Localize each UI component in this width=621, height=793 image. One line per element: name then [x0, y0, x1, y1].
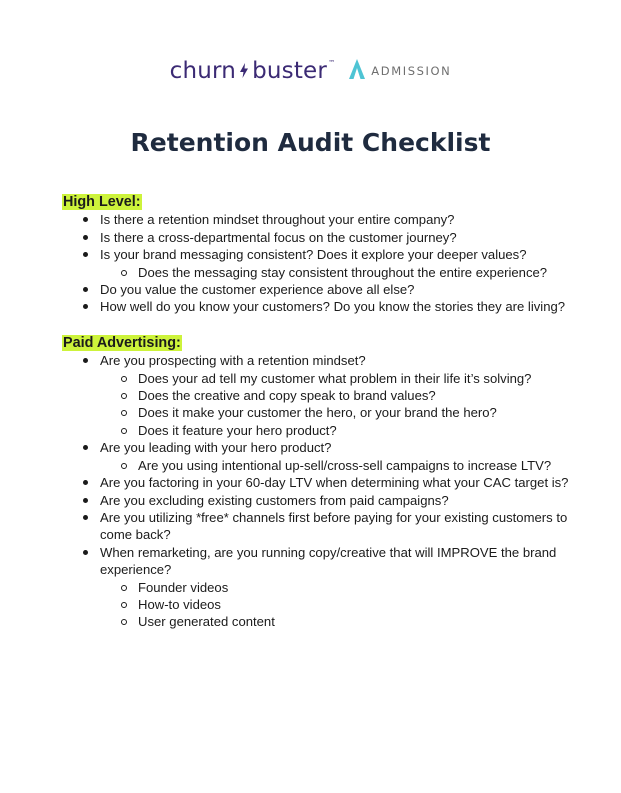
- list-item: Are you leading with your hero product? Are you using intentional up-sell/cross-sell campaigns to increase LTV?: [62, 439, 582, 474]
- churn-buster-logo: [170, 58, 336, 84]
- list-item: When remarketing, are you running copy/creative that will IMPROVE the brand experience? Founder videos How-to videos User generated content: [62, 544, 582, 631]
- high-level-list: [62, 211, 582, 315]
- sub-list-item: How-to videos: [62, 596, 582, 613]
- sub-list-item: Founder videos: [62, 579, 582, 596]
- brand-right: buster: [252, 58, 328, 84]
- logo-header: [0, 58, 621, 84]
- list-item: How well do you know your customers? Do you know the stories they are living?: [62, 298, 582, 315]
- list-item: Do you value the customer experience above all else?: [62, 281, 582, 298]
- checklist-content: [62, 193, 582, 631]
- list-item: Is there a cross-departmental focus on the customer journey?: [62, 229, 582, 246]
- sub-list: [100, 264, 582, 281]
- section-heading-paid-advertising: Paid Advertising:: [63, 334, 181, 351]
- sub-list-item: Does it feature your hero product?: [62, 422, 582, 439]
- sub-list-item: Does your ad tell my customer what problem in their life it’s solving?: [62, 370, 582, 387]
- page-title: Retention Audit Checklist: [130, 128, 491, 157]
- sub-list-item: Does the messaging stay consistent throughout the entire experience?: [62, 264, 582, 281]
- list-item: Are you factoring in your 60-day LTV when determining what your CAC target is?: [62, 474, 582, 491]
- sub-list-item: User generated content: [62, 613, 582, 630]
- lightning-bolt-icon: [240, 58, 248, 84]
- sub-list: [100, 579, 582, 631]
- paid-advertising-list: [62, 352, 582, 631]
- list-item: Is your brand messaging consistent? Does it explore your deeper values? Does the messaging stay consistent throughout the entire experience?: [62, 246, 582, 281]
- sub-list: [100, 457, 582, 474]
- section-heading-high-level: High Level:: [63, 194, 141, 210]
- sub-list-item: Does it make your customer the hero, or your brand the hero?: [62, 404, 582, 421]
- list-item: Are you excluding existing customers from paid campaigns?: [62, 492, 582, 509]
- admission-a-icon: [349, 59, 365, 84]
- admission-wordmark: ADMISSION: [371, 64, 452, 78]
- trademark: ™: [328, 59, 336, 67]
- list-item: Are you utilizing *free* channels first before paying for your existing customers to come back?: [62, 509, 582, 544]
- list-item: Is there a retention mindset throughout your entire company?: [62, 211, 582, 228]
- sub-list: [100, 370, 582, 440]
- sub-list-item: Does the creative and copy speak to brand values?: [62, 387, 582, 404]
- admission-logo: [349, 59, 451, 84]
- list-item: Are you prospecting with a retention mindset? Does your ad tell my customer what problem in their life it’s solving? Does the creative and copy speak to brand values? Does it make your customer the hero, or your brand the hero? Does it feature your hero product?: [62, 352, 582, 439]
- sub-list-item: Are you using intentional up-sell/cross-sell campaigns to increase LTV?: [62, 457, 582, 474]
- brand-left: churn: [169, 58, 237, 84]
